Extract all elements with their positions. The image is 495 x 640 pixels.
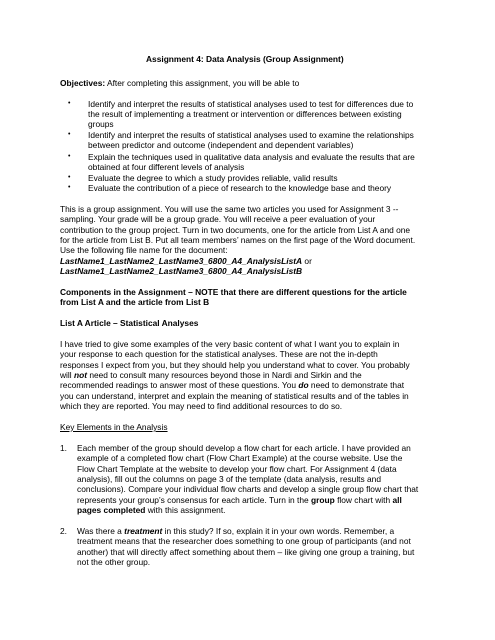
list-item: obtained at four different levels of analysis — [88, 162, 245, 172]
paragraph-line: for the article from List B. Put all team members’ names on the first page of the Word document. — [60, 235, 416, 245]
paragraph-line — [77, 526, 394, 537]
filename-line-a — [60, 256, 312, 267]
list-item: Explain the techniques used in qualitative data analysis and evaluate the results that are — [88, 152, 415, 162]
emphasis-not: not — [73, 370, 87, 380]
paragraph-line: sampling. Your grade will be a group grade. You will receive a peer evaluation of your — [60, 214, 376, 224]
list-a-heading: List A Article – Statistical Analyses — [60, 318, 199, 328]
list-item: between predictor and outcome (independent and dependent variables) — [88, 140, 354, 150]
list-item: Identify and interpret the results of statistical analyses used to test for differences due to — [88, 99, 414, 109]
bullet-icon: • — [68, 153, 71, 160]
paragraph-line — [77, 495, 402, 506]
text-run: Was there a — [77, 526, 125, 536]
bullet-icon: • — [68, 131, 71, 138]
emphasis-pages-completed: pages completed — [77, 505, 146, 515]
objectives-label: Objectives: — [60, 78, 106, 88]
list-item: Evaluate the degree to which a study provides reliable, valid results — [88, 173, 338, 183]
item-number: 2. — [60, 526, 67, 536]
bullet-icon: • — [68, 100, 71, 107]
emphasis-all: all — [392, 495, 402, 505]
text-run: need to demonstrate that — [308, 380, 405, 390]
paragraph-line — [77, 505, 225, 516]
text-run: need to consult many resources beyond those in Nardi and Sirkin and the — [87, 370, 362, 380]
paragraph-line: which they are reported. You may need to find additional resources to do so. — [60, 401, 343, 411]
paragraph-line: example of a completed flow chart (Flow Chart Example) at the course website. Use the — [77, 453, 403, 463]
paragraph-line: Use the following file name for the document: — [60, 245, 228, 255]
filename-a: LastName1_LastName2_LastName3_6800_A4_AnalysisListA — [60, 256, 303, 266]
components-heading: Components in the Assignment – NOTE that there are different questions for the article — [60, 287, 407, 297]
paragraph-line: analysis), fill out the columns on page 3 of the template (data analysis, results and — [77, 474, 381, 484]
paragraph-line: another) that will directly affect something about them – like giving one group a training, but — [77, 547, 415, 557]
text-run: with this assignment. — [145, 505, 226, 515]
list-item: the result of implementing a treatment or intervention or differences between existing — [88, 109, 402, 119]
text-run: recommended readings to answer most of these questions. You — [60, 380, 299, 390]
text-run: represents your group’s consensus for each article. Turn in the — [77, 495, 312, 505]
paragraph-line: conclusions). Compare your individual flow charts and develop a single group flow chart that — [77, 484, 419, 494]
paragraph-line: This is a group assignment. You will use the same two articles you used for Assignment 3 -- — [60, 204, 399, 214]
item-number: 1. — [60, 443, 67, 453]
objectives-intro: After completing this assignment, you will be able to — [105, 78, 300, 88]
paragraph-line: not the other group. — [77, 557, 151, 567]
paragraph-line: you can understand, interpret and explain the meaning of statistical results and of the tables in — [60, 391, 409, 401]
list-item: Identify and interpret the results of statistical analyses used to examine the relationships — [88, 130, 414, 140]
objectives-line — [60, 78, 299, 89]
list-item: groups — [88, 119, 114, 129]
filename-or: or — [302, 256, 312, 266]
key-elements-heading: Key Elements in the Analysis — [60, 422, 168, 432]
emphasis-treatment: treatment — [124, 526, 163, 536]
bullet-icon: • — [68, 184, 71, 191]
paragraph-line — [60, 370, 362, 381]
filename-b: LastName1_LastName2_LastName3_6800_A4_AnalysisListB — [60, 266, 303, 276]
document-title: Assignment 4: Data Analysis (Group Assignment) — [146, 54, 344, 64]
emphasis-group: group — [311, 495, 335, 505]
paragraph-line: Each member of the group should develop a flow chart for each article. I have provided an — [77, 443, 411, 453]
paragraph-line: I have tried to give some examples of the very basic content of what I want you to explain in — [60, 339, 400, 349]
paragraph-line: treatment means that the researcher does something to one group of participants (and not — [77, 536, 411, 546]
paragraph-line: contribution to the group project. Turn in two documents, one for the article from List A and one — [60, 225, 411, 235]
components-heading: from List A and the article from List B — [60, 297, 210, 307]
paragraph-line: Flow Chart Template at the website to develop your flow chart. For Assignment 4 (data — [77, 464, 397, 474]
text-run: flow chart with — [334, 495, 393, 505]
paragraph-line — [60, 380, 404, 391]
text-run: in this study? If so, explain it in your own words. Remember, a — [162, 526, 395, 536]
list-item: Evaluate the contribution of a piece of research to the knowledge base and theory — [88, 183, 392, 193]
bullet-icon: • — [68, 174, 71, 181]
emphasis-do: do — [298, 380, 309, 390]
paragraph-line: responses I expect from you, but they should help you understand what to cover. You probably — [60, 360, 410, 370]
paragraph-line: your response to each question for the statistical analyses. These are not the in-depth — [60, 349, 378, 359]
text-run: will — [60, 370, 74, 380]
